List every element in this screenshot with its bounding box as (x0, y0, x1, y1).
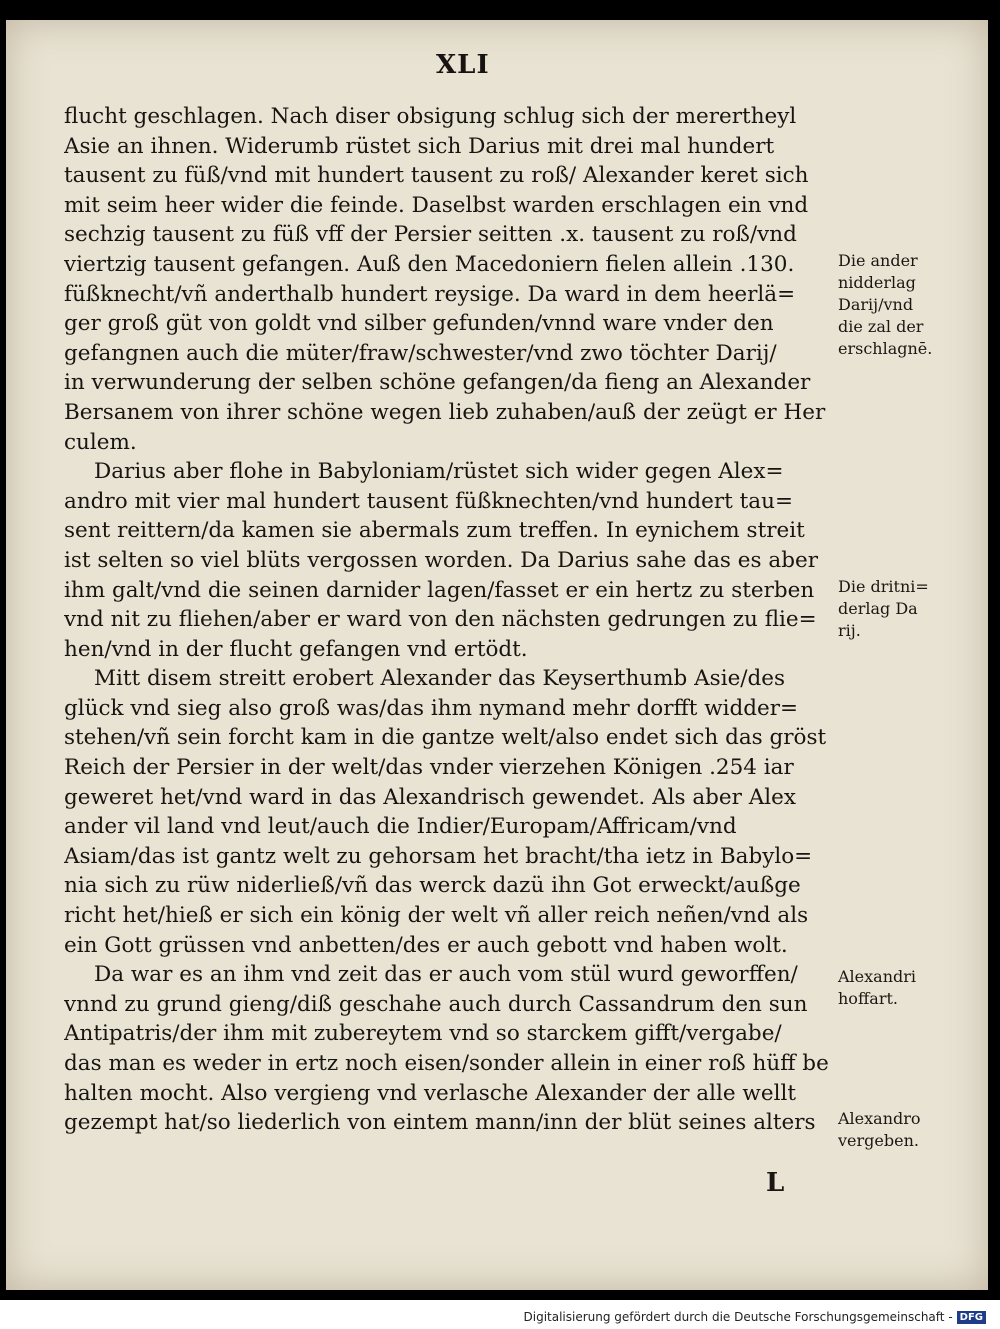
text-line: ein Gott grüssen vnd anbetten/des er auch gebott vnd haben wolt. (64, 932, 788, 958)
digitization-credit (524, 1310, 987, 1324)
dfg-logo: DFG (957, 1311, 986, 1324)
text-line: das man es weder in ertz noch eisen/sonder allein in einer roß hüff be (64, 1051, 829, 1076)
body-text (64, 102, 834, 1138)
text-line: tausent zu füß/vnd mit hundert tausent zu roß/ Alexander keret sich (64, 163, 809, 189)
text-line: geweret het/vnd ward in das Alexandrisch gewendet. Als aber Alex (64, 784, 797, 810)
text-line: mit seim heer wider die feinde. Daselbst warden erschlagen ein vnd (64, 192, 809, 218)
text-line: sent reittern/da kamen sie abermals zum treffen. In eynichem streit (64, 518, 805, 544)
margin-note-line: Die dritni= (838, 577, 929, 596)
text-line: Reich der Persier in der welt/das vnder vierzehen Königen .254 iar (64, 755, 794, 781)
text-line: Asiam/das ist gantz welt zu gehorsam het bracht/tha ietz in Babylo= (64, 843, 813, 869)
text-line: nia sich zu rüw niderließ/vñ das werck dazü ihn Got erweckt/außge (64, 873, 801, 899)
margin-note (838, 576, 929, 642)
margin-note (838, 1108, 921, 1152)
text-line: Bersanem von ihrer schöne wegen lieb zuhaben/auß der zeügt er Her (64, 399, 826, 425)
margin-note-line: nidderlag (838, 273, 916, 292)
text-line: ander vil land vnd leut/auch die Indier/Europam/Affricam/vnd (64, 814, 737, 840)
signature-mark: L (766, 1168, 785, 1198)
margin-note-line: Alexandri (838, 967, 917, 986)
text-line: gefangnen auch die müter/fraw/schwester/vnd zwo töchter Darij/ (64, 340, 777, 366)
text-line: ihm galt/vnd die seinen darnider lagen/fasset er ein hertz zu sterben (64, 577, 815, 603)
text-line: in verwunderung der selben schöne gefangen/da fieng an Alexander (64, 370, 811, 396)
margin-note-line: die zal der (838, 317, 924, 336)
margin-note-line: derlag Da (838, 599, 918, 618)
text-line: halten mocht. Also vergieng vnd verlasche Alexander der alle wellt (64, 1080, 796, 1106)
margin-note-line: Die ander (838, 251, 918, 270)
text-line: stehen/vñ sein forcht kam in die gantze welt/also endet sich das gröst (64, 725, 827, 751)
book-page (6, 20, 988, 1290)
text-line: Mitt disem streitt erobert Alexander das Keyserthumb Asie/des (94, 666, 786, 692)
text-line: vnd nit zu fliehen/aber er ward von den nächsten gedrungen zu flie= (64, 607, 817, 633)
text-line: Antipatris/der ihm mit zubereytem vnd so starckem gifft/vergabe/ (64, 1021, 782, 1047)
text-line: flucht geschlagen. Nach diser obsigung schlug sich der merertheyl (64, 104, 797, 129)
text-line: vnnd zu grund gieng/diß geschahe auch durch Cassandrum den sun (64, 991, 808, 1017)
margin-note-line: vergeben. (838, 1131, 919, 1150)
margin-note-line: erschlagnē. (838, 339, 933, 358)
text-line: Darius aber flohe in Babyloniam/rüstet sich wider gegen Alex= (94, 459, 784, 485)
margin-note (838, 966, 916, 1010)
text-line: ist selten so viel blüts vergossen worden. Da Darius sahe das es aber (64, 547, 818, 573)
text-line: füßknecht/vñ anderthalb hundert reysige. Da ward in dem heerlä= (64, 281, 796, 307)
text-line: Da war es an ihm vnd zeit das er auch vom stül wurd geworffen/ (94, 962, 798, 988)
text-line: richt het/hieß er sich ein könig der welt vñ aller reich neñen/vnd als (64, 903, 809, 929)
margin-note (838, 250, 932, 360)
text-line: ger groß güt von goldt vnd silber gefunden/vnnd ware vnder den (64, 311, 774, 337)
text-line: Asie an ihnen. Widerumb rüstet sich Darius mit drei mal hundert (64, 133, 775, 159)
text-line: viertzig tausent gefangen. Auß den Macedoniern fielen allein .130. (64, 251, 795, 277)
margin-note-line: Darij/vnd (838, 295, 914, 314)
text-line: andro mit vier mal hundert tausent füßknechten/vnd hundert tau= (64, 488, 793, 514)
text-line: sechzig tausent zu füß vff der Persier seitten .x. tausent zu roß/vnd (64, 222, 797, 248)
text-line: hen/vnd in der flucht gefangen vnd ertödt. (64, 636, 528, 662)
credit-text: Digitalisierung gefördert durch die Deutsche Forschungsgemeinschaft - (523, 1310, 953, 1324)
margin-note-line: rij. (838, 621, 861, 640)
text-line: culem. (64, 429, 137, 455)
text-line: gezempt hat/so liederlich von eintem mann/inn der blüt seines alters (64, 1110, 816, 1136)
margin-note-line: Alexandro (838, 1109, 921, 1128)
text-line: glück vnd sieg also groß was/das ihm nymand mehr dorfft widder= (64, 695, 799, 721)
folio-number: XLI (436, 50, 490, 80)
margin-note-line: hoffart. (838, 989, 899, 1008)
